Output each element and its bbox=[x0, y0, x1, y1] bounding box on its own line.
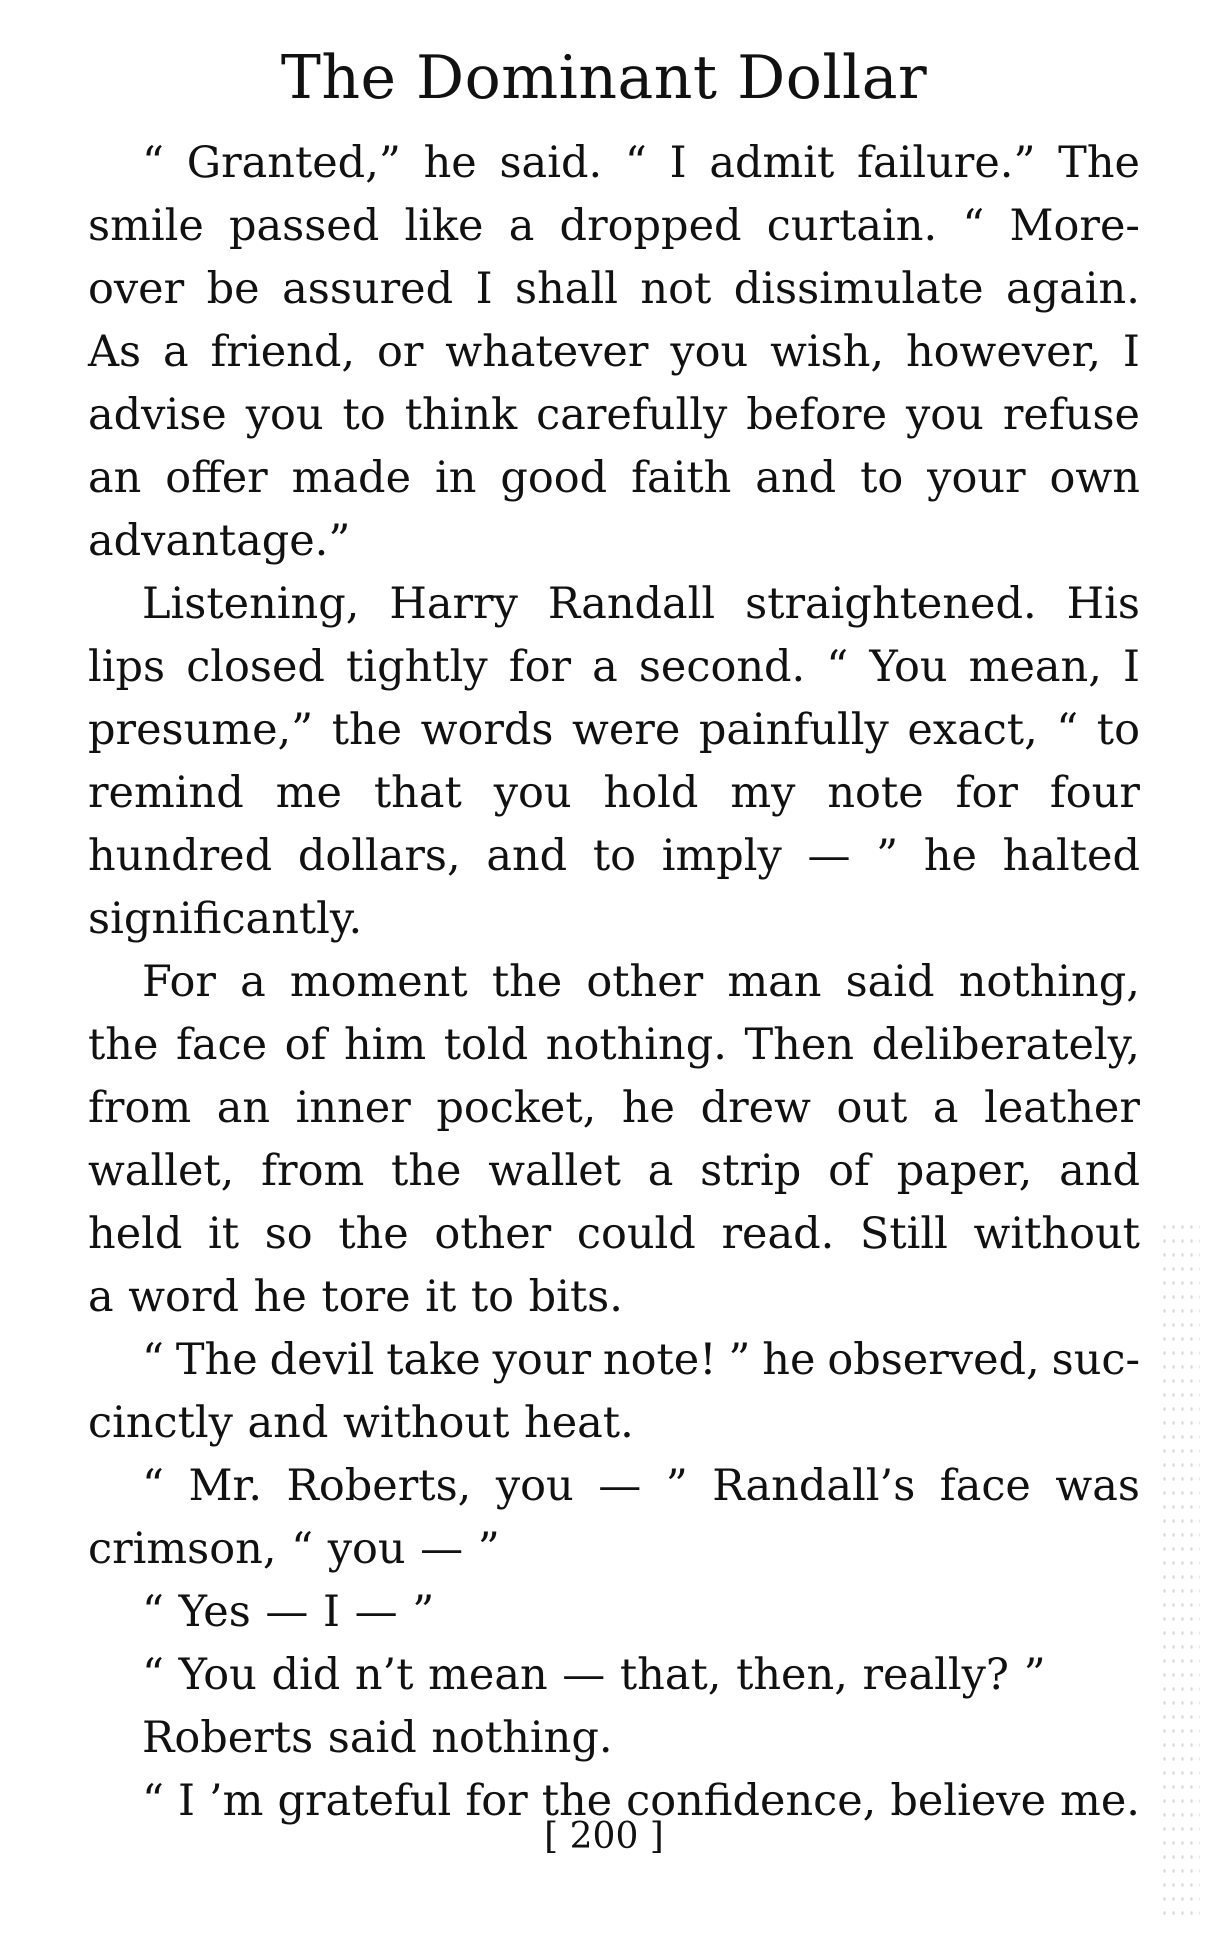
word: leather bbox=[984, 1083, 1140, 1133]
word: without bbox=[343, 1398, 510, 1448]
word: and bbox=[755, 453, 837, 503]
word: mean bbox=[428, 1650, 548, 1700]
word: Randall’s bbox=[712, 1461, 916, 1511]
word: read. bbox=[721, 1209, 835, 1259]
word: the bbox=[491, 957, 563, 1007]
word: word bbox=[128, 1272, 240, 1322]
word: man bbox=[727, 957, 822, 1007]
word: “ bbox=[962, 201, 985, 251]
word: a bbox=[508, 201, 535, 251]
word: you bbox=[493, 768, 572, 818]
word: note! bbox=[602, 1335, 717, 1385]
text-line bbox=[88, 384, 1140, 447]
word: own bbox=[1049, 453, 1140, 503]
word: heat. bbox=[524, 1398, 634, 1448]
running-head: The Dominant Dollar bbox=[280, 43, 928, 113]
word: and bbox=[247, 1398, 329, 1448]
word: again. bbox=[1005, 264, 1140, 314]
word: told bbox=[443, 1020, 529, 1070]
text-line bbox=[88, 1455, 1140, 1518]
word: said bbox=[327, 1713, 417, 1763]
word: to bbox=[342, 390, 386, 440]
word: I bbox=[475, 264, 493, 314]
word: bits. bbox=[528, 1272, 623, 1322]
word: exact, bbox=[907, 705, 1038, 755]
word: refuse bbox=[1002, 390, 1140, 440]
word: — bbox=[265, 1587, 309, 1637]
word: said bbox=[845, 957, 935, 1007]
word: “ bbox=[142, 1461, 164, 1511]
word: assured bbox=[282, 264, 454, 314]
word: the bbox=[88, 1020, 159, 1070]
word: him bbox=[343, 1020, 427, 1070]
word: the bbox=[338, 1209, 409, 1259]
word: “ bbox=[624, 138, 647, 188]
word: pocket, bbox=[436, 1083, 597, 1133]
word: — bbox=[562, 1650, 606, 1700]
word: — bbox=[420, 1524, 464, 1574]
word: that, bbox=[619, 1650, 722, 1700]
word: observed, bbox=[827, 1335, 1040, 1385]
word: imply bbox=[661, 831, 782, 881]
word: advise bbox=[88, 390, 227, 440]
word: offer bbox=[165, 453, 268, 503]
word: “ bbox=[291, 1524, 314, 1574]
word: be bbox=[206, 264, 260, 314]
word: a bbox=[240, 957, 266, 1007]
word: strip bbox=[700, 1146, 802, 1196]
word: and bbox=[1059, 1146, 1140, 1196]
word: n’t bbox=[354, 1650, 414, 1700]
word: and bbox=[486, 831, 568, 881]
word: from bbox=[261, 1146, 365, 1196]
word: dollars, bbox=[297, 831, 461, 881]
word: ” bbox=[1023, 1650, 1046, 1700]
word: he bbox=[621, 1083, 675, 1133]
word: wish, bbox=[770, 327, 885, 377]
word: like bbox=[404, 201, 484, 251]
word: hundred bbox=[88, 831, 273, 881]
word: other bbox=[434, 1209, 552, 1259]
word: you bbox=[495, 1461, 574, 1511]
word: ” bbox=[665, 1461, 688, 1511]
text-line bbox=[88, 1077, 1140, 1140]
word: nothing. bbox=[545, 1020, 727, 1070]
text-line bbox=[88, 321, 1140, 384]
word: an bbox=[216, 1083, 271, 1133]
word: could bbox=[576, 1209, 696, 1259]
word: for bbox=[465, 1776, 528, 1826]
body-text bbox=[88, 132, 1140, 1833]
word: “ bbox=[826, 642, 849, 692]
word: four bbox=[1049, 768, 1140, 818]
word: or bbox=[376, 327, 424, 377]
word: You bbox=[178, 1650, 257, 1700]
word: the bbox=[331, 705, 403, 755]
word: of bbox=[828, 1146, 870, 1196]
word: drew bbox=[700, 1083, 811, 1133]
word: that bbox=[373, 768, 462, 818]
text-line bbox=[88, 1203, 1140, 1266]
text-line bbox=[88, 258, 1140, 321]
text-line bbox=[88, 1644, 1140, 1707]
word: so bbox=[264, 1209, 313, 1259]
word: however, bbox=[905, 327, 1102, 377]
word: he bbox=[762, 1335, 816, 1385]
word: not bbox=[640, 264, 712, 314]
word: friend, bbox=[210, 327, 356, 377]
word: to bbox=[592, 831, 637, 881]
word: painfully bbox=[698, 705, 889, 755]
word: wallet, bbox=[88, 1146, 235, 1196]
text-line bbox=[88, 1392, 1140, 1455]
word: His bbox=[1066, 579, 1140, 629]
word: Listening, bbox=[142, 579, 360, 629]
word: to bbox=[1096, 705, 1140, 755]
word: lips bbox=[88, 642, 166, 692]
text-line bbox=[88, 1014, 1140, 1077]
word: your bbox=[927, 453, 1026, 503]
text-line bbox=[88, 447, 1140, 510]
word: moment bbox=[289, 957, 468, 1007]
word: advantage.” bbox=[88, 516, 351, 566]
word: face bbox=[939, 1461, 1031, 1511]
word: it bbox=[425, 1272, 457, 1322]
word: words bbox=[420, 705, 554, 755]
word: I bbox=[1122, 327, 1140, 377]
word: straightened. bbox=[745, 579, 1037, 629]
word: “ bbox=[142, 1335, 164, 1385]
word: Roberts bbox=[142, 1713, 314, 1763]
word: good bbox=[500, 453, 608, 503]
word: halted bbox=[1002, 831, 1140, 881]
word: failure.” bbox=[857, 138, 1036, 188]
word: Roberts, bbox=[286, 1461, 472, 1511]
word: the bbox=[541, 1776, 613, 1826]
word: For bbox=[142, 957, 216, 1007]
word: note bbox=[827, 768, 924, 818]
word: a bbox=[163, 327, 189, 377]
word: deliberately, bbox=[871, 1020, 1140, 1070]
word: then, bbox=[736, 1650, 848, 1700]
word: passed bbox=[229, 201, 380, 251]
text-line bbox=[88, 1707, 1140, 1770]
word: in bbox=[434, 453, 477, 503]
word: “ bbox=[142, 138, 164, 188]
word: Mr. bbox=[188, 1461, 263, 1511]
word: wallet bbox=[488, 1146, 621, 1196]
word: the bbox=[391, 1146, 462, 1196]
word: a bbox=[88, 1272, 114, 1322]
text-line bbox=[88, 636, 1140, 699]
word: Then bbox=[744, 1020, 855, 1070]
text-line bbox=[88, 951, 1140, 1014]
word: The bbox=[1058, 138, 1140, 188]
text-line bbox=[88, 825, 1140, 888]
word: tore bbox=[321, 1272, 411, 1322]
word: — bbox=[598, 1461, 642, 1511]
word: he bbox=[423, 138, 477, 188]
word: I bbox=[178, 1776, 195, 1826]
word: held bbox=[88, 1209, 183, 1259]
word: curtain. bbox=[766, 201, 938, 251]
word: Granted,” bbox=[186, 138, 401, 188]
word: significantly. bbox=[88, 894, 363, 944]
word: — bbox=[807, 831, 851, 881]
word: admit bbox=[709, 138, 835, 188]
word: hold bbox=[603, 768, 699, 818]
text-line bbox=[88, 573, 1140, 636]
word: “ bbox=[1056, 705, 1079, 755]
word: nothing, bbox=[958, 957, 1140, 1007]
word: ” bbox=[412, 1587, 435, 1637]
word: inner bbox=[295, 1083, 411, 1133]
word: without bbox=[973, 1209, 1140, 1259]
word: to bbox=[470, 1272, 515, 1322]
word: think bbox=[404, 390, 518, 440]
word: really? bbox=[862, 1650, 1009, 1700]
text-line bbox=[88, 510, 1140, 573]
word: did bbox=[271, 1650, 341, 1700]
word: nothing. bbox=[431, 1713, 613, 1763]
word: was bbox=[1055, 1461, 1140, 1511]
word: of bbox=[284, 1020, 327, 1070]
word: faith bbox=[631, 453, 732, 503]
word: a bbox=[932, 1083, 959, 1133]
word: cinctly bbox=[88, 1398, 233, 1448]
word: I bbox=[1122, 642, 1140, 692]
word: a bbox=[592, 642, 618, 692]
word: over bbox=[88, 264, 185, 314]
word: a bbox=[647, 1146, 674, 1196]
word: — bbox=[354, 1587, 398, 1637]
text-line bbox=[88, 888, 1140, 951]
word: face bbox=[175, 1020, 268, 1070]
word: paper, bbox=[896, 1146, 1033, 1196]
page-number: [ 200 ] bbox=[544, 1816, 664, 1857]
word: mean, bbox=[968, 642, 1102, 692]
word: The bbox=[175, 1335, 258, 1385]
word: for bbox=[955, 768, 1018, 818]
word: my bbox=[730, 768, 796, 818]
word: he bbox=[253, 1272, 307, 1322]
word: for bbox=[508, 642, 572, 692]
word: “ bbox=[142, 1650, 164, 1700]
word: you bbox=[906, 390, 984, 440]
word: “ bbox=[142, 1587, 164, 1637]
word: dissimulate bbox=[733, 264, 984, 314]
text-line bbox=[88, 1329, 1140, 1392]
paper-specks bbox=[1160, 1220, 1200, 1920]
word: tightly bbox=[346, 642, 488, 692]
word: ” bbox=[876, 831, 899, 881]
word: presume,” bbox=[88, 705, 314, 755]
text-line bbox=[88, 1581, 1140, 1644]
word: take bbox=[386, 1335, 481, 1385]
word: other bbox=[586, 957, 704, 1007]
word: from bbox=[88, 1083, 192, 1133]
word: you bbox=[670, 327, 749, 377]
word: you bbox=[245, 390, 324, 440]
text-line bbox=[88, 132, 1140, 195]
word: Still bbox=[859, 1209, 948, 1259]
word: dropped bbox=[559, 201, 742, 251]
text-line bbox=[88, 1140, 1140, 1203]
word: As bbox=[88, 327, 142, 377]
word: confidence, bbox=[626, 1776, 877, 1826]
word: out bbox=[836, 1083, 908, 1133]
word: ’m bbox=[209, 1776, 264, 1826]
word: me. bbox=[1060, 1776, 1140, 1826]
word: you bbox=[327, 1524, 406, 1574]
word: ” bbox=[477, 1524, 500, 1574]
word: your bbox=[492, 1335, 592, 1385]
word: More- bbox=[1009, 201, 1140, 251]
word: I bbox=[669, 138, 687, 188]
word: Randall bbox=[547, 579, 716, 629]
word: “ bbox=[142, 1776, 164, 1826]
text-line bbox=[88, 762, 1140, 825]
word: remind bbox=[88, 768, 244, 818]
text-line bbox=[88, 1518, 1140, 1581]
word: smile bbox=[88, 201, 204, 251]
word: Yes bbox=[178, 1587, 251, 1637]
word: made bbox=[291, 453, 412, 503]
word: You bbox=[869, 642, 948, 692]
word: carefully bbox=[536, 390, 728, 440]
word: I bbox=[322, 1587, 340, 1637]
word: grateful bbox=[277, 1776, 452, 1826]
word: ” bbox=[728, 1335, 751, 1385]
word: devil bbox=[269, 1335, 375, 1385]
word: believe bbox=[890, 1776, 1047, 1826]
word: Harry bbox=[389, 579, 518, 629]
word: an bbox=[88, 453, 142, 503]
word: said. bbox=[499, 138, 603, 188]
word: shall bbox=[515, 264, 618, 314]
word: he bbox=[923, 831, 977, 881]
word: second. bbox=[638, 642, 806, 692]
word: to bbox=[860, 453, 904, 503]
text-line bbox=[88, 699, 1140, 762]
word: it bbox=[208, 1209, 240, 1259]
text-line bbox=[88, 195, 1140, 258]
word: whatever bbox=[445, 327, 649, 377]
word: crimson, bbox=[88, 1524, 277, 1574]
word: suc- bbox=[1051, 1335, 1140, 1385]
word: closed bbox=[186, 642, 325, 692]
word: before bbox=[746, 390, 888, 440]
word: me bbox=[275, 768, 342, 818]
word: were bbox=[572, 705, 681, 755]
text-line bbox=[88, 1266, 1140, 1329]
